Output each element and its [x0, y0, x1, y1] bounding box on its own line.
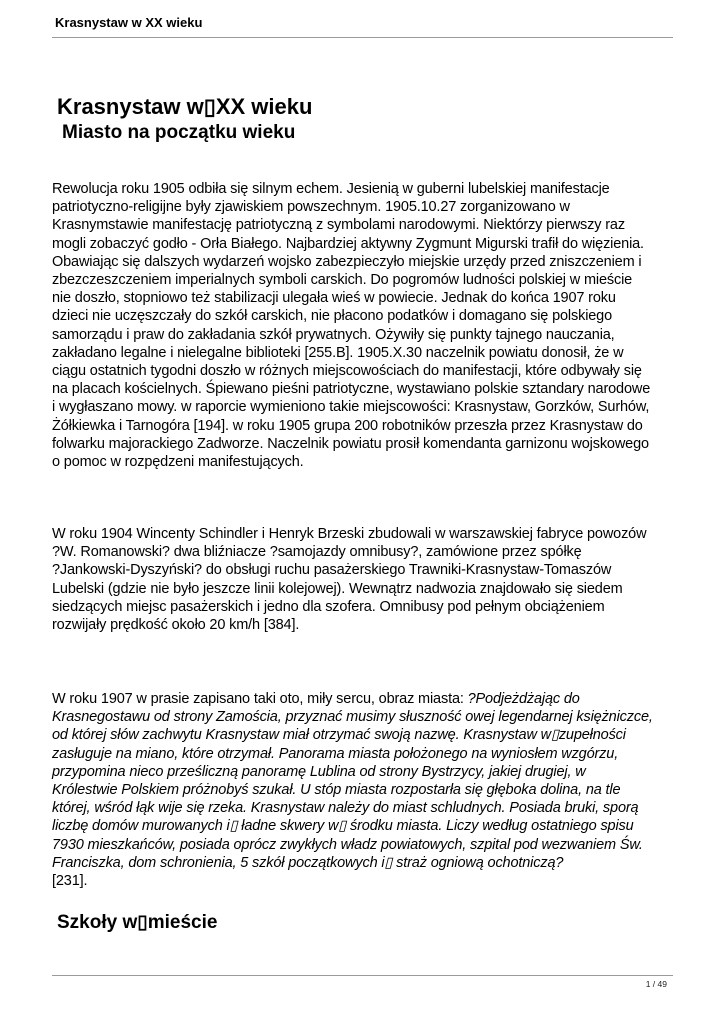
document-subtitle: Miasto na początku wieku	[62, 122, 296, 143]
paragraph-line: o pomoc w rozpędzeni manifestujących.	[52, 454, 304, 471]
running-header-title: Krasnystaw w XX wieku	[55, 15, 203, 30]
section-heading-schools: Szkoły w▯mieście	[57, 912, 218, 933]
paragraph-line: zakładano legalne i nielegalne biblioteki [255.B]. 1905.X.30 naczelnik powiatu donosił, że w	[52, 344, 624, 361]
quote-line: Franciszka, dom schronienia, 5 szkół początkowych i▯ straż ogniową ochotniczą?	[52, 854, 564, 871]
paragraph-line: samorządu i praw do zakładania szkół prywatnych. Ożywiły się punkty tajnego nauczania,	[52, 326, 615, 343]
paragraph-line: Rewolucja roku 1905 odbiła się silnym echem. Jesienią w guberni lubelskiej manifestacje	[52, 181, 610, 197]
paragraph-line: ciągu ostatnich tygodni doszło w różnych miejscowościach do manifestacji, które odbywały się	[52, 363, 642, 380]
paragraph-omnibus-1904	[52, 525, 674, 634]
paragraph-line: Lubelski (gdzie nie było jeszcze linii kolejowej). Wewnątrz nadwozia znajdowało się siedem	[52, 580, 623, 597]
paragraph-line: nie doszło, stopniowo też stabilizacji ulegała wieś w powiecie. Jednak do końca 1907 roku	[52, 290, 616, 307]
paragraph-line: i wygłaszano mowy. w raporcie wymieniono takie miejscowości: Krasnystaw, Gorzków, Surhów,	[52, 399, 650, 416]
paragraph-line: folwarku majorackiego Zadworze. Naczelnik powiatu prosił komendanta garnizonu wojskowego	[52, 435, 649, 452]
page-number: 1 / 49	[645, 979, 667, 989]
paragraph-line: rozwijały prędkość około 20 km/h [384].	[52, 617, 300, 634]
quote-line: Królestwie Polskiem próżnobyś szukał. U stóp miasta rozpostarła się głęboka dolina, na tle	[52, 782, 621, 799]
footer-divider	[52, 975, 673, 976]
quote-line: przypomina nieco prześliczną panoramę Lublina od strony Bystrzycy, jakiej drugiej, w	[52, 763, 586, 780]
paragraph-line	[52, 690, 674, 708]
plain-text: W roku 1907 w prasie zapisano taki oto, miły sercu, obraz miasta:	[52, 691, 468, 707]
quote-line: od której słów zachwytu Krasnystaw miał otrzymać swoją nazwę. Krasnystaw w▯zupełności	[52, 727, 626, 744]
paragraph-line: ?W. Romanowski? dwa bliźniacze ?samojazdy omnibusy?, zamówione przez spółkę	[52, 544, 582, 561]
quote-line: liczbę domów murowanych i▯ ładne skwery w▯ środku miasta. Liczy według ostatniego spisu	[52, 818, 634, 835]
paragraph-line: Żółkiewka i Tarnogóra [194]. w roku 1905 grupa 200 robotników przeszła przez Krasnystaw do	[52, 417, 643, 434]
paragraph-press-1907	[52, 690, 674, 890]
paragraph-line: zbezczeszczeniem imperialnych symboli carskich. Do pogromów ludności polskiej w mieście	[52, 272, 633, 289]
paragraph-line: Obawiając się dalszych wydarzeń wojsko zabezpieczyło miejskie urzędy przed zniszczeniem i	[52, 253, 642, 270]
citation: [231].	[52, 873, 88, 890]
quote-line: której, wśród łąk wije się rzeka. Krasnystaw należy do miast schludnych. Posiada bruki, sporą	[52, 800, 639, 817]
paragraph-line: dzieci nie uczęszczały do szkół carskich, nie płacono podatków i domagano się polskiego	[52, 308, 613, 325]
paragraph-line: siedzących miejsc pasażerskich i jedno dla szofera. Omnibusy pod pełnym obciążeniem	[52, 598, 605, 615]
paragraph-line: ?Jankowski-Dyszyński? do obsługi ruchu pasażerskiego Trawniki-Krasnystaw-Tomaszów	[52, 562, 612, 579]
paragraph-line: mogli zobaczyć godło - Orła Białego. Najbardziej aktywny Zygmunt Migurski trafił do więzienia.	[52, 235, 644, 252]
paragraph-line: Krasnymstawie manifestację patriotyczną z symbolami narodowymi. Niektórzy pierwszy raz	[52, 217, 625, 234]
quote-line: 7930 mieszkańców, posiada oprócz zwykłych władz powiatowych, szpital pod wezwaniem Św.	[52, 836, 643, 853]
paragraph-line: na placach kościelnych. Śpiewano pieśni patriotyczne, wystawiano polskie sztandary narodowe	[52, 381, 651, 398]
paragraph-revolution-1905	[52, 180, 674, 471]
header-divider	[52, 37, 673, 38]
paragraph-line: patriotyczno-religijne były zjawiskiem powszechnym. 1905.10.27 zorganizowano w	[52, 199, 570, 216]
paragraph-line: W roku 1904 Wincenty Schindler i Henryk Brzeski zbudowali w warszawskiej fabryce powozów	[52, 526, 647, 542]
quote-line: zasługuje na miano, które otrzymał. Panorama miasta położonego na wyniosłem wzgórzu,	[52, 745, 619, 762]
quote-text: ?Podjeżdżając do	[467, 691, 580, 707]
document-title: Krasnystaw w▯XX wieku	[57, 94, 313, 119]
quote-line: Krasnegostawu od strony Zamościa, przyznać musimy słuszność owej legendarnej księżniczce,	[52, 709, 653, 726]
